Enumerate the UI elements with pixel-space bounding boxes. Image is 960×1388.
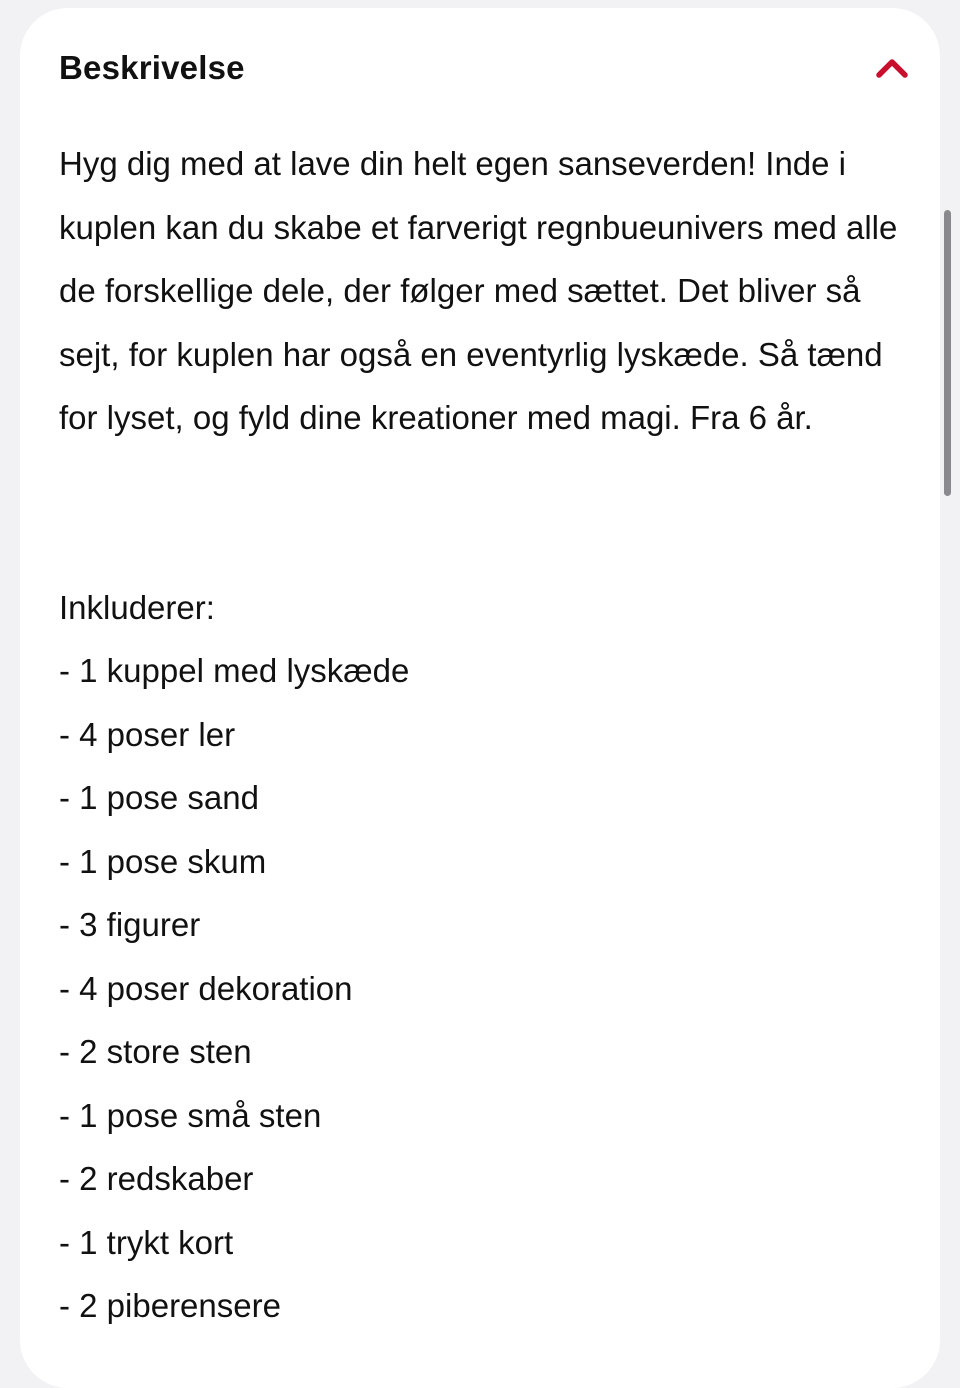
list-item: - 1 trykt kort <box>59 1223 234 1261</box>
list-item: - 1 pose små sten <box>59 1096 322 1134</box>
list-item: - 4 poser ler <box>59 715 236 753</box>
accordion-header[interactable] <box>59 48 909 88</box>
description-paragraph: Hyg dig med at lave din helt egen sanseverden! Inde i kuplen kan du skabe et farverigt regnbueunivers med alle de forskellige dele, der følger med sættet. Det bliver så sejt, for kuplen har også en eventyrlig lyskæde. Så tænd for lyset, og fyld dine kreationer med magi. Fra 6 år. <box>59 145 898 436</box>
list-item: - 2 redskaber <box>59 1160 254 1197</box>
includes-label: Inkluderer: <box>59 589 215 626</box>
list-item: - 1 kuppel med lyskæde <box>59 652 410 689</box>
section-title: Beskrivelse <box>59 49 245 86</box>
list-item: - 2 piberensere <box>59 1287 281 1324</box>
list-item: - 2 store sten <box>59 1033 252 1070</box>
scrollbar[interactable] <box>944 210 951 496</box>
list-item: - 3 figurer <box>59 906 201 943</box>
description-card <box>20 8 940 1388</box>
list-item: - 1 pose sand <box>59 779 259 816</box>
list-item: - 4 poser dekoration <box>59 969 353 1007</box>
chevron-up-icon[interactable] <box>875 52 909 82</box>
list-item: - 1 pose skum <box>59 842 267 880</box>
includes-list <box>59 639 409 1338</box>
